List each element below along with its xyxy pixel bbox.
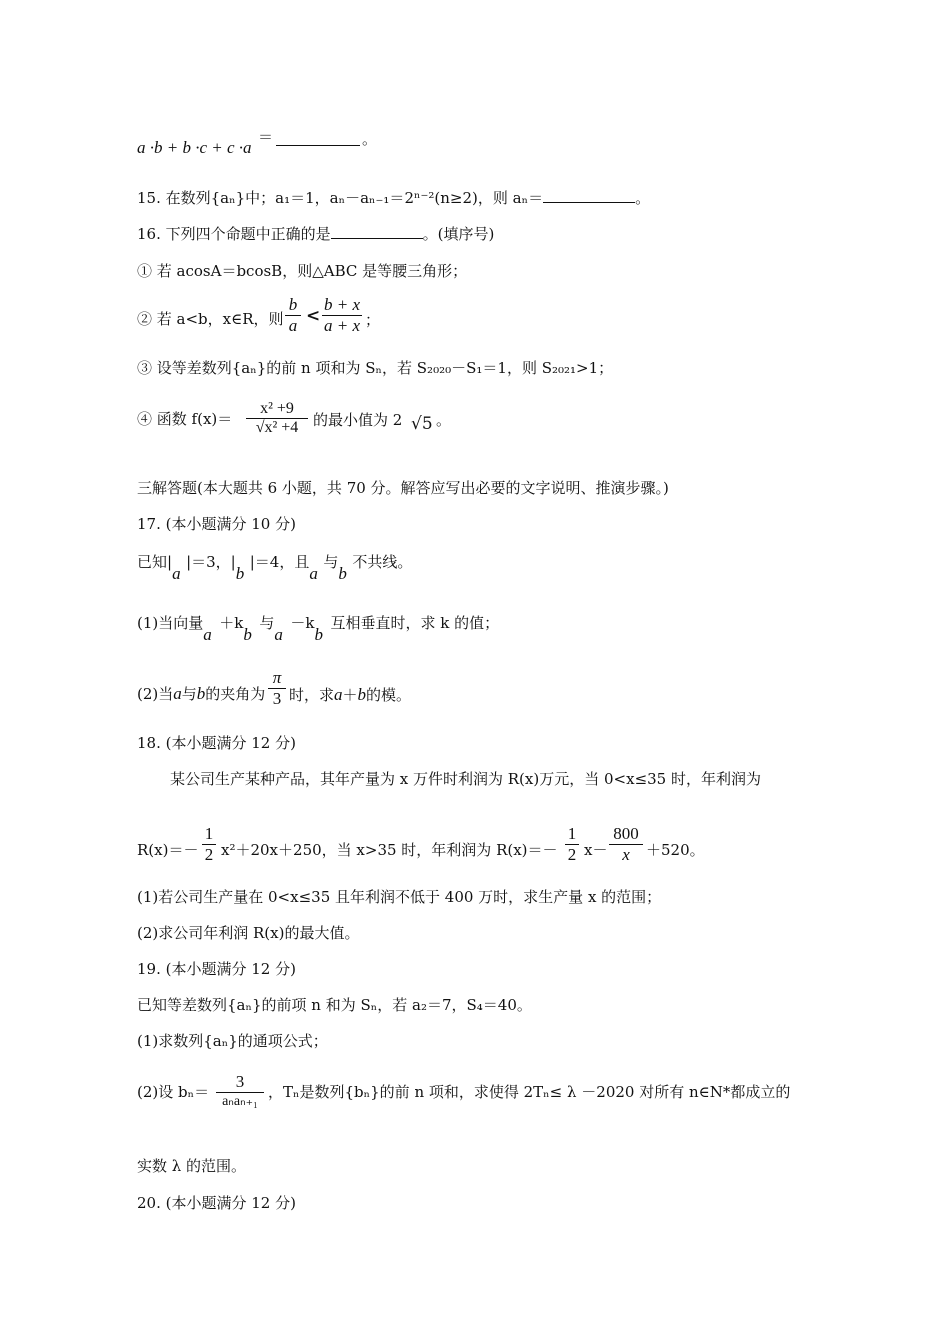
proposition-2-text: ② 若 a<b，x∈R，则 [137,310,284,328]
top-expression: a ·b + b ·c + c ·a [137,138,252,157]
question-18-part2: (2)求公司年利润 R(x)的最大值。 [137,924,360,942]
question-16: 16. 下列四个命题中正确的是 。(填序号) [137,225,495,243]
root-5: √5 [411,414,433,434]
question-18-line2-d: ＋520。 [646,841,705,859]
proposition-2-end: ； [365,311,381,329]
question-18-line2-a: R(x)＝－ [137,841,199,859]
question-19-part2-b: ，Tₙ是数列{bₙ}的前 n 项和，求使得 2Tₙ≤ λ －2020 对所有 n∈N*都成立的 [268,1083,791,1101]
proposition-4-post: 的最小值为 2 [313,411,403,429]
question-19-part1: (1)求数列{aₙ}的通项公式； [137,1032,328,1050]
proposition-3: ③ 设等差数列{aₙ}的前 n 项和为 Sₙ，若 S₂₀₂₀－S₁＝1，则 S₂₀₂₁>1； [137,359,614,377]
question-18-title: 18. (本小题满分 12 分) [137,734,296,752]
fraction-one-half-1: 1 2 [202,824,216,865]
question-18-line2-c: x－ [584,841,608,859]
question-15: 15. 在数列{aₙ}中；a₁＝1，aₙ－aₙ₋₁＝2ⁿ⁻²(n≥2)，则 aₙ＝ 。 [137,189,651,207]
question-18-part1: (1)若公司生产量在 0<x≤35 且年利润不低于 400 万时，求生产量 x 的范围； [137,888,662,906]
question-17-part1: (1)当向量a＋kb与a－kb互相垂直时，求 k 的值； [137,614,500,644]
fraction-800-over-x: 800 x [609,824,643,865]
question-20-title: 20. (本小题满分 12 分) [137,1194,296,1212]
question-19-title: 19. (本小题满分 12 分) [137,960,296,978]
proposition-4-text: ④ 函数 f(x)＝ [137,410,233,428]
fraction-3-over-anan1: 3 aₙaₙ₊₁ [216,1072,264,1110]
fraction-b-over-a: b a [285,295,301,336]
question-18-line2-b: x²＋20x＋250，当 x>35 时，年利润为 R(x)＝－ [221,841,558,859]
top-equals: ＝ [258,128,274,146]
question-17-part2-b: 时，求a＋b的模。 [289,685,412,704]
question-19-part2-c: 实数 λ 的范围。 [137,1157,247,1175]
fraction-pi-over-3: π 3 [268,668,286,709]
fraction-bx-over-ax: b + x a + x [323,295,361,335]
question-19-line1: 已知等差数列{aₙ}的前项 n 和为 Sₙ，若 a₂＝7，S₄＝40。 [137,996,532,1014]
top-end: 。 [362,130,378,148]
section-3-heading: 三解答题(本大题共 6 小题，共 70 分。解答应写出必要的文字说明、推演步骤。) [137,479,669,497]
answer-blank-14 [276,132,360,146]
fraction-x2plus9-over-root: x² +9 √x² +4 [246,400,308,437]
question-17-line1: 已知|a|＝3，|b|＝4，且a与b不共线。 [137,553,413,583]
question-17-part2-a: (2)当a与b的夹角为 [137,684,266,703]
proposition-4-end: 。 [436,411,452,429]
less-than-sign: < [306,306,321,326]
fraction-one-half-2: 1 2 [565,824,579,865]
answer-blank-16 [331,224,423,239]
question-18-line1: 某公司生产某种产品，其年产量为 x 万件时利润为 R(x)万元，当 0<x≤35 时，年利润为 [170,770,761,788]
answer-blank-15 [543,188,635,203]
proposition-1: ① 若 acosA＝bcosB，则△ABC 是等腰三角形； [137,262,468,280]
question-17-title: 17. (本小题满分 10 分) [137,515,296,533]
question-19-part2-a: (2)设 bₙ＝ [137,1083,210,1101]
